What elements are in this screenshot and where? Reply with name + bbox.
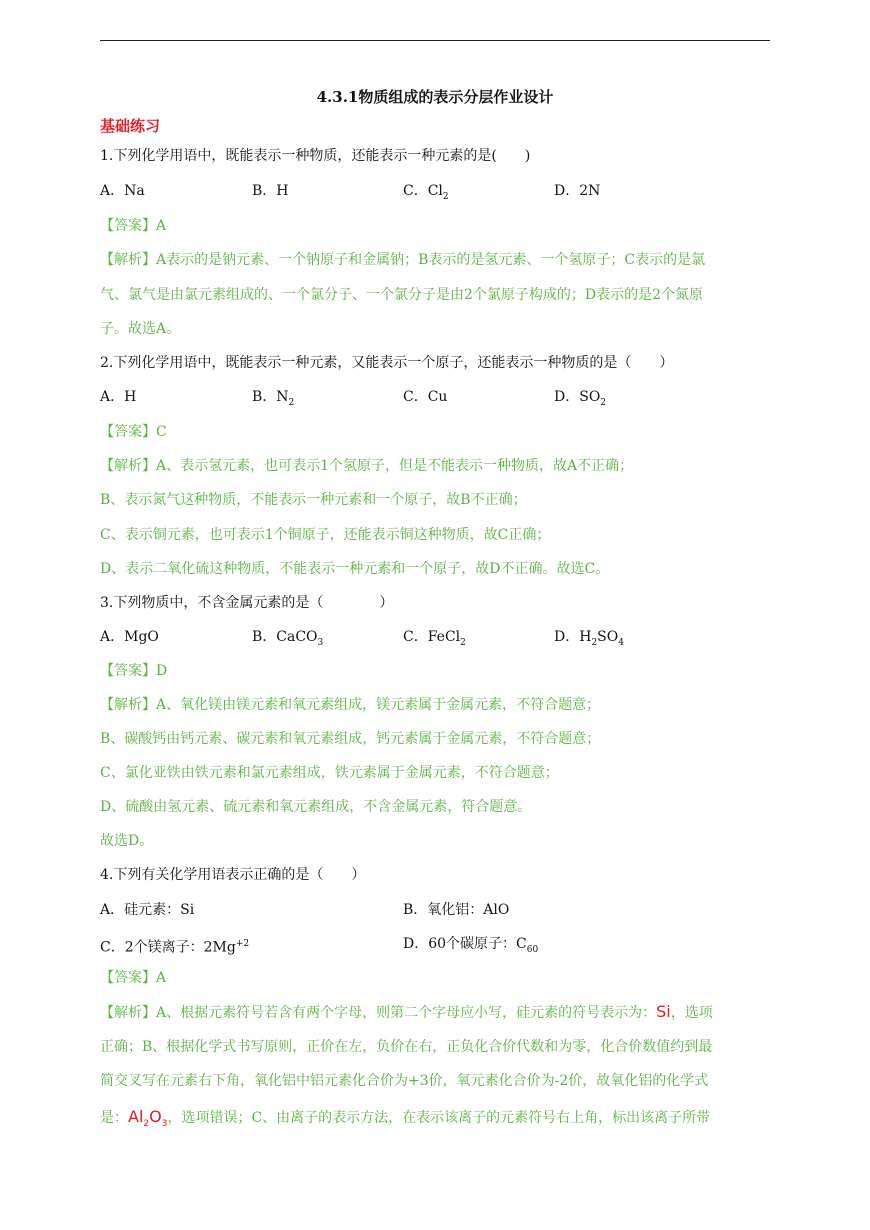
q1-answer: 【答案】A [100,218,167,234]
q2-option-a: A．H [100,389,137,405]
silicon-symbol: Si [656,1002,671,1021]
q2-option-d: D．$SO_2$ [554,389,607,408]
q4-option-c: C．2个镁离子：$2Mg^{+2}$ [100,939,250,956]
q4-answer: 【答案】A [100,970,167,986]
q3-explanation-line: 故选D。 [100,833,154,849]
q3-option-b: B．CaCO$_3$ [252,629,324,648]
q4-option-d: D．60个碳原子：$C_{60}$ [403,936,539,955]
q3-explanation-line: D、硫酸由氢元素、硫元素和氧元素组成，不含金属元素，符合题意。 [100,799,532,815]
q3-option-d: D．$H_2SO_4$ [554,629,624,648]
q2-explanation-line: 【解析】A、表示氢元素，也可表示1个氢原子，但是不能表示一种物质，故A不正确； [100,458,634,474]
q2-explanation-line: C、表示铜元素，也可表示1个铜原子，还能表示铜这种物质，故C正确； [100,527,551,543]
q1-option-c: C．$Cl_2$ [403,183,449,202]
q2-explanation-line: D、表示二氧化硫这种物质，不能表示一种元素和一个原子，故D不正确。故选C。 [100,561,610,577]
q1-explanation-line: 子。故选A。 [100,321,181,337]
q1-explanation-line: 气、氯气是由氯元素组成的、一个氯分子、一个氯分子是由2个氯原子构成的；D表示的是2个氮原 [100,287,704,303]
q1-option-b: B．H [252,183,289,199]
q3-option-a: A．MgO [100,629,159,645]
q3-explanation-line: B、碳酸钙由钙元素、碳元素和氧元素组成，钙元素属于金属元素，不符合题意； [100,731,601,747]
header-rule [100,40,770,41]
question-4-stem: 4.下列有关化学用语表示正确的是（ ） [100,867,366,883]
alumina-formula: $Al_2O_3$ [128,1107,168,1130]
question-2-stem: 2.下列化学用语中，既能表示一种元素，又能表示一个原子，还能表示一种物质的是（ ） [100,355,674,371]
q4-explanation-line: 【解析】A、根据元素符号若含有两个字母，则第二个字母应小写，硅元素的符号表示为：Si，选项 [100,1002,713,1021]
q1-explanation-line: 【解析】A表示的是钠元素、一个钠原子和金属钠；B表示的是氢元素、一个氢原子；C表示的是氯 [100,252,706,268]
q4-explanation-line: 简交叉写在元素右下角，氧化铝中铝元素化合价为+3价，氧元素化合价为-2价，故氧化铝的化学式 [100,1073,709,1089]
q2-option-c: C．Cu [403,389,448,405]
q1-option-d: D．2N [554,183,601,199]
q3-explanation-line: C、氯化亚铁由铁元素和氯元素组成，铁元素属于金属元素，不符合题意； [100,765,559,781]
q4-explanation-line: 正确；B、根据化学式书写原则，正价在左，负价在右，正负化合价代数和为零，化合价数值约到最 [100,1039,713,1055]
question-3-stem: 3.下列物质中，不含金属元素的是（ ） [100,595,394,611]
q4-option-a: A．硅元素：Si [100,902,195,918]
q3-option-c: C．FeCl$_2$ [403,629,466,648]
q2-answer: 【答案】C [100,424,167,440]
question-1-stem: 1.下列化学用语中，既能表示一种物质，还能表示一种元素的是( ) [100,148,531,164]
page-title: 4.3.1物质组成的表示分层作业设计 [316,88,554,106]
section-heading: 基础练习 [100,117,161,135]
q2-explanation-line: B、表示氮气这种物质，不能表示一种元素和一个原子，故B不正确； [100,492,527,508]
q4-explanation-line: 是：$Al_2O_3$，选项错误；C、由离子的表示方法，在表示该离子的元素符号右上角，标出该离子所带 [100,1107,711,1130]
q1-option-a: A．Na [100,183,145,199]
q3-answer: 【答案】D [100,663,168,679]
q3-explanation-line: 【解析】A、氧化镁由镁元素和氧元素组成，镁元素属于金属元素，不符合题意； [100,697,601,713]
q2-option-b: B．$N_2$ [252,389,295,408]
q4-option-b: B．氧化铝：AlO [403,902,510,918]
